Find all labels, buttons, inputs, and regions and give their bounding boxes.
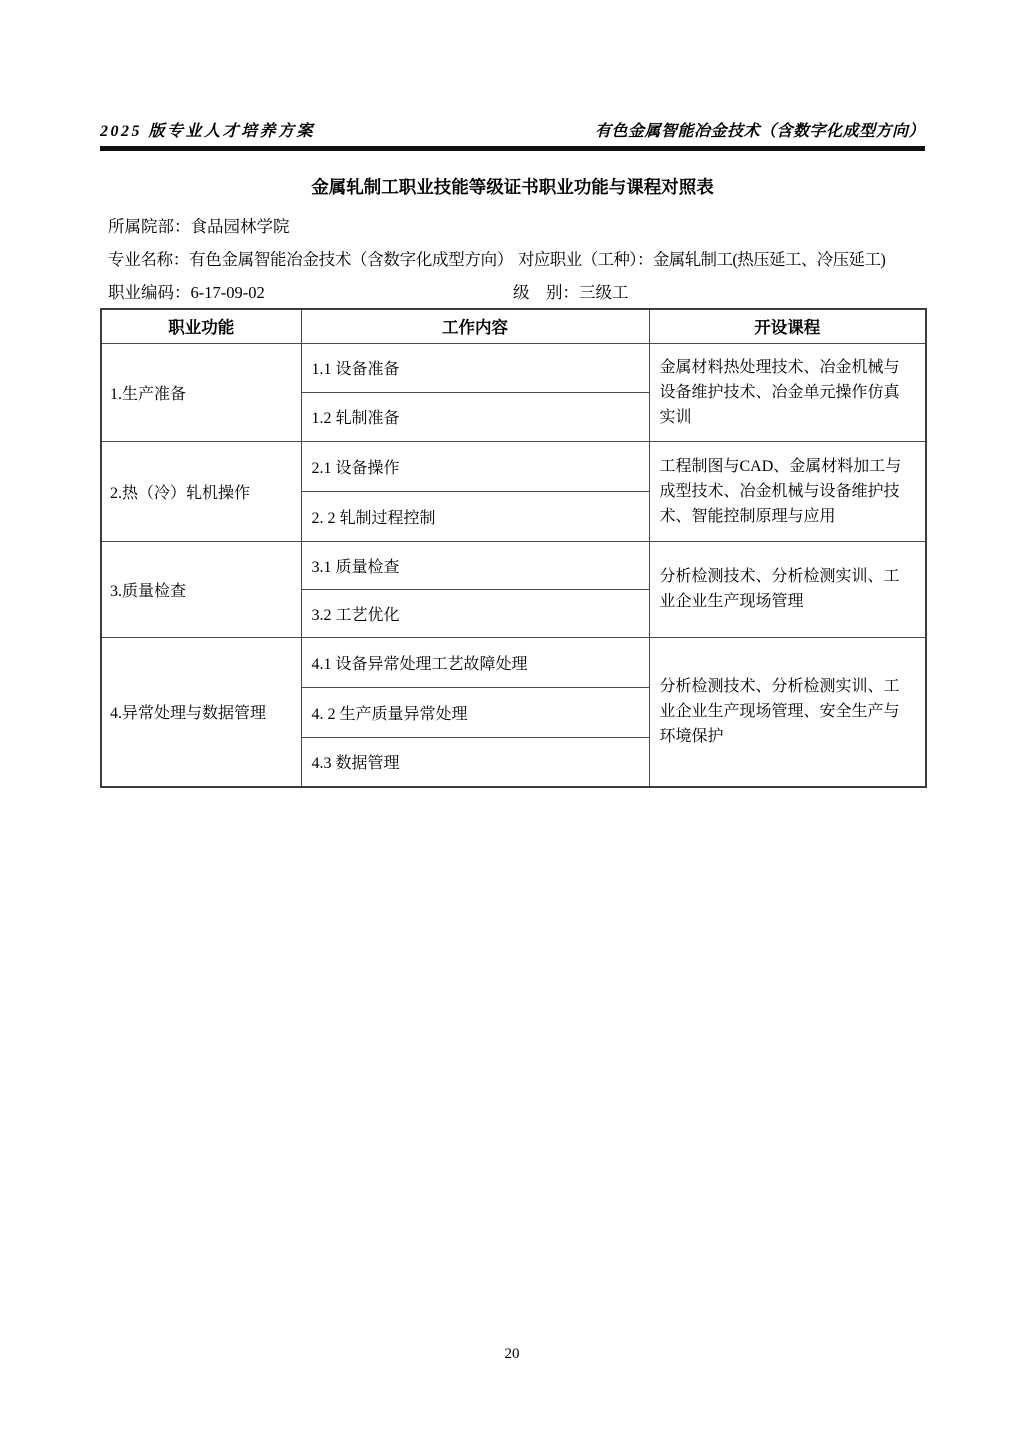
function-cell: 3.质量检查 (101, 541, 301, 637)
running-header (100, 118, 925, 141)
code-label: 职业编码： (108, 283, 191, 302)
level-segment (513, 279, 629, 303)
occupation-label: 对应职业（工种）： (518, 250, 653, 269)
function-cell: 4.异常处理与数据管理 (101, 637, 301, 787)
function-cell: 2.热（冷）轧机操作 (101, 441, 301, 541)
task-cell: 4.3 数据管理 (301, 737, 649, 787)
col-header-tasks: 工作内容 (301, 309, 649, 343)
major-segment (108, 246, 518, 270)
task-cell: 1.1 设备准备 (301, 343, 649, 392)
department-value: 食品园林学院 (190, 217, 290, 236)
task-cell: 3.2 工艺优化 (301, 589, 649, 637)
table-row (101, 637, 926, 687)
task-cell: 2.1 设备操作 (301, 441, 649, 491)
function-cell: 1.生产准备 (101, 343, 301, 441)
page-number: 20 (504, 1346, 520, 1362)
table-row (101, 541, 926, 589)
courses-cell: 分析检测技术、分析检测实训、工业企业生产现场管理 (649, 541, 926, 637)
header-left-text: 2025 版专业人才培养方案 (100, 123, 316, 140)
mapping-table (100, 308, 927, 788)
task-cell: 4. 2 生产质量异常处理 (301, 687, 649, 737)
courses-cell: 分析检测技术、分析检测实训、工业企业生产现场管理、安全生产与环境保护 (649, 637, 926, 787)
code-value: 6-17-09-02 (190, 283, 265, 302)
code-segment (108, 279, 513, 303)
occupation-value: 金属轧制工(热压延工、冷压延工) (652, 250, 886, 269)
header-right-text: 有色金属智能冶金技术（含数字化成型方向） (594, 123, 925, 140)
major-label: 专业名称： (108, 250, 190, 269)
meta-line-department (108, 213, 925, 237)
task-cell: 3.1 质量检查 (301, 541, 649, 589)
task-cell: 4.1 设备异常处理工艺故障处理 (301, 637, 649, 687)
courses-cell: 工程制图与CAD、金属材料加工与成型技术、冶金机械与设备维护技术、智能控制原理与应用 (649, 441, 926, 541)
major-value: 有色金属智能冶金技术（含数字化成型方向） (189, 250, 514, 269)
task-cell: 2. 2 轧制过程控制 (301, 491, 649, 541)
header-double-rule (100, 146, 925, 151)
task-cell: 1.2 轧制准备 (301, 392, 649, 441)
col-header-courses: 开设课程 (649, 309, 926, 343)
table-row (101, 343, 926, 392)
table-header-row (101, 309, 926, 343)
col-header-function: 职业功能 (101, 309, 301, 343)
level-value: 三级工 (579, 283, 629, 302)
courses-cell: 金属材料热处理技术、冶金机械与设备维护技术、冶金单元操作仿真实训 (649, 343, 926, 441)
occupation-segment (518, 246, 885, 270)
meta-line-code (108, 279, 925, 303)
department-label: 所属院部： (108, 217, 191, 236)
table-row (101, 441, 926, 491)
page-title: 金属轧制工职业技能等级证书职业功能与课程对照表 (311, 177, 714, 197)
level-label: 级 别： (513, 283, 579, 302)
meta-line-major (108, 246, 925, 270)
